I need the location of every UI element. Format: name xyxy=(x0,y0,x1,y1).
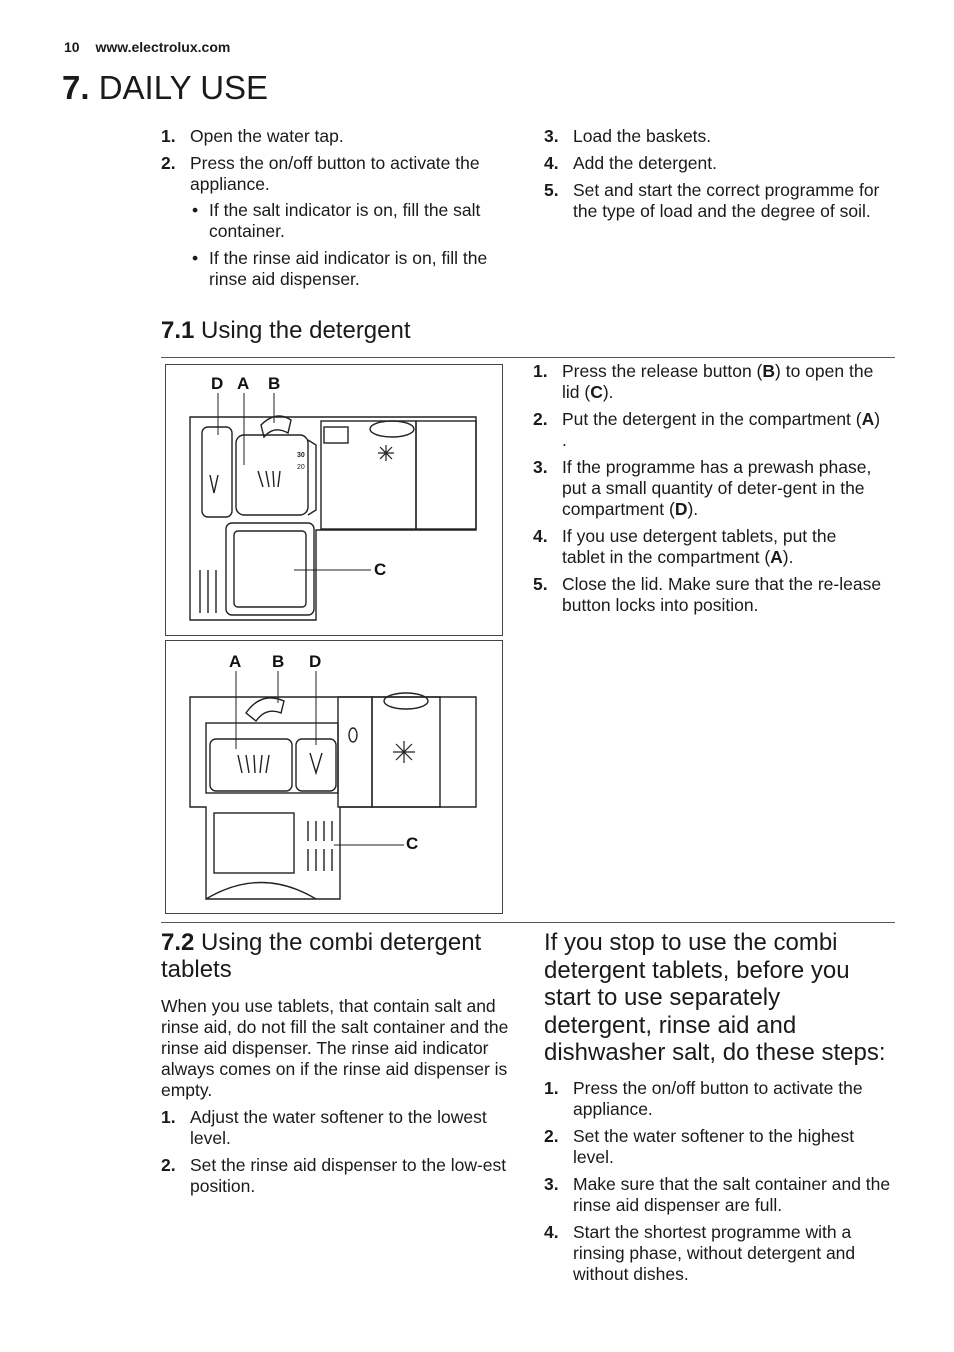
label-c: C xyxy=(406,834,419,853)
section-title-text: DAILY USE xyxy=(98,69,269,106)
label-c: C xyxy=(374,560,387,579)
intro-steps-left xyxy=(161,126,511,296)
snowflake-icon xyxy=(393,741,415,763)
divider xyxy=(161,357,895,358)
list-item: 3. Load the baskets. xyxy=(544,126,712,146)
label-b: B xyxy=(268,374,281,393)
section-title xyxy=(62,68,268,108)
label-d: D xyxy=(211,374,224,393)
subsection-heading-7-2: 7.2 Using the combi detergent tablets xyxy=(161,929,482,983)
snowflake-icon xyxy=(378,445,394,461)
combi-tablets-steps xyxy=(161,1107,513,1203)
stop-tablets-heading: If you stop to use the combi detergent tablets, before you start to use separately detergent, rinse aid and dishwasher salt, do these steps: xyxy=(544,929,886,1066)
section-number: 7. xyxy=(62,69,90,106)
list-item: 4. Start the shortest programme with a rinsing phase, without detergent and without dishes. xyxy=(544,1222,856,1284)
detergent-dispenser-figure-2 xyxy=(165,640,503,914)
dose-mark-30: 30 xyxy=(297,452,305,459)
lid-c xyxy=(214,813,294,873)
label-a: A xyxy=(229,652,242,671)
main-compartment-a xyxy=(210,739,292,791)
divider xyxy=(161,922,895,923)
lid-c xyxy=(226,523,314,615)
list-item: 4. Add the detergent. xyxy=(544,153,717,173)
detergent-row xyxy=(206,723,338,793)
list-item: 1. Open the water tap. xyxy=(161,126,344,146)
prewash-compartment xyxy=(202,427,232,517)
housing-outline xyxy=(190,697,476,899)
main-compartment xyxy=(236,435,308,515)
release-button-b xyxy=(261,416,291,437)
page-header xyxy=(64,39,230,55)
stop-tablets-steps xyxy=(544,1078,892,1291)
list-item: 3. If the programme has a prewash phase, put a small quantity of deter-gent in the compartment (D). xyxy=(533,457,872,519)
dispenser-illustration-1 xyxy=(166,365,502,635)
list-item: 2. Set the water softener to the highest level. xyxy=(544,1126,855,1167)
list-item: 1. Press the on/off button to activate the appliance. xyxy=(544,1078,863,1119)
label-d: D xyxy=(309,652,322,671)
combi-tablets-paragraph: When you use tablets, that contain salt and rinse aid, do not fill the salt container and the rinse aid dispenser. The rinse aid indicator always comes on if the rinse aid dispenser is empty. xyxy=(161,996,509,1100)
list-item: 1. Adjust the water softener to the lowest level. xyxy=(161,1107,487,1148)
rinse-aid-panel xyxy=(321,421,416,529)
page-number: 10 xyxy=(64,39,80,55)
bullet-list xyxy=(190,200,511,290)
bullet-item: • If the salt indicator is on, fill the salt container. xyxy=(190,200,511,242)
list-item: 5. Set and start the correct programme for the type of load and the degree of soil. xyxy=(544,180,880,221)
label-a: A xyxy=(237,374,250,393)
list-item: 4. If you use detergent tablets, put the tablet in the compartment (A). xyxy=(533,526,837,567)
label-b: B xyxy=(272,652,285,671)
list-item: 1. Press the release button (B) to open the lid (C). xyxy=(533,361,874,402)
dispenser-illustration-2 xyxy=(166,641,502,913)
detergent-dispenser-figure-1 xyxy=(165,364,503,636)
prewash-compartment-d xyxy=(296,739,336,791)
bullet-item: • If the rinse aid indicator is on, fill the rinse aid dispenser. xyxy=(190,248,511,290)
rinse-aid-cap xyxy=(370,421,414,437)
website-url: www.electrolux.com xyxy=(95,39,231,55)
list-item: 2. Press the on/off button to activate the appliance. • If the salt indicator is on, fill the salt container. • If the rinse aid indicator is on, fill the rinse aid dispenser. xyxy=(161,153,511,290)
rinse-aid-cap xyxy=(384,693,428,709)
list-item: 2. Set the rinse aid dispenser to the low-est position. xyxy=(161,1155,507,1196)
list-item: 5. Close the lid. Make sure that the re-lease button locks into position. xyxy=(533,574,882,615)
list-item: 3. Make sure that the salt container and the rinse aid dispenser are full. xyxy=(544,1174,891,1215)
list-item: 2. Put the detergent in the compartment (A) . xyxy=(533,409,881,450)
intro-steps-right xyxy=(544,126,889,228)
subsection-heading-7-1: 7.1 Using the detergent xyxy=(161,317,411,344)
detergent-steps xyxy=(533,361,883,622)
housing-outline xyxy=(190,417,476,620)
dose-mark-20: 20 xyxy=(297,464,305,471)
